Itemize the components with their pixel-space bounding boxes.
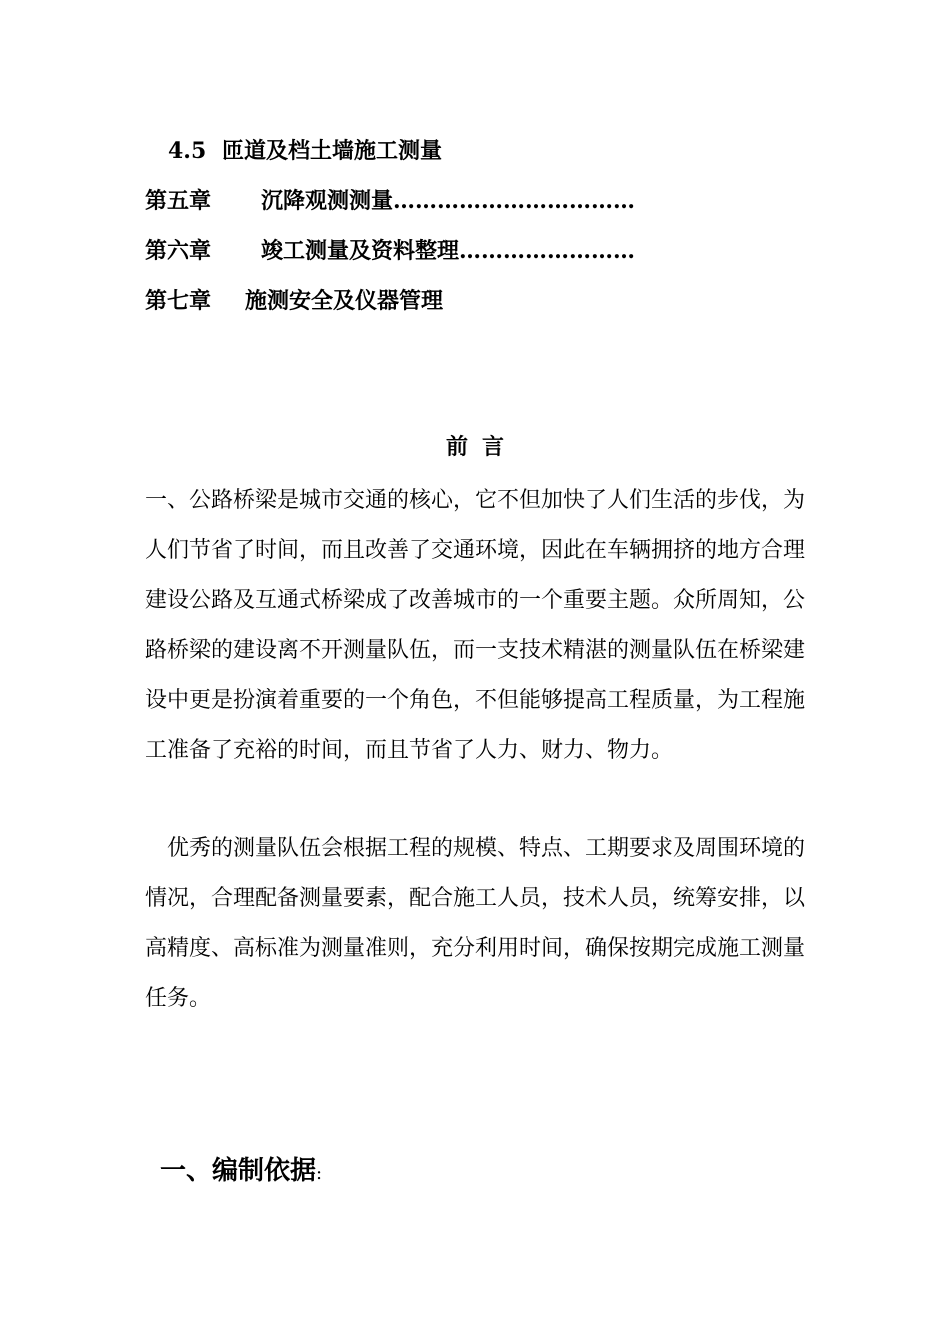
toc-item-number: 第五章 <box>145 188 212 214</box>
preface-paragraph: 优秀的测量队伍会根据工程的规模、特点、工期要求及周围环境的情况，合理配备测量要素，配合施工人员，技术人员，统筹安排，以高精度、高标准为测量准则，充分利用时间，确保按期完成施工测量任务。 <box>145 836 806 1011</box>
section-heading-title: 一、编制依据 <box>160 1156 317 1186</box>
section-heading <box>160 1153 322 1192</box>
toc-item-4-5[interactable] <box>168 136 442 166</box>
toc-item-chapter-5[interactable] <box>145 186 635 216</box>
toc-item-title: 施测安全及仪器管理 <box>245 288 444 314</box>
toc-item-chapter-6[interactable] <box>145 236 635 266</box>
section-heading-colon: : <box>316 1163 323 1184</box>
toc-item-number: 第七章 <box>145 288 212 314</box>
toc-item-number: 4.5 <box>168 138 207 164</box>
toc-leader-dots: …………………………… <box>393 188 636 214</box>
preface-heading: 前言 <box>445 434 518 460</box>
toc-item-title: 竣工测量及资料整理 <box>261 238 460 264</box>
toc-item-number: 第六章 <box>145 238 212 264</box>
toc-item-title: 匝道及档土墙施工测量 <box>222 138 443 164</box>
preface-paragraph: 一、公路桥梁是城市交通的核心，它不但加快了人们生活的步伐，为人们节省了时间，而且改善了交通环境，因此在车辆拥挤的地方合理建设公路及互通式桥梁成了改善城市的一个重要主题。众所周知，公路桥梁的建设离不开测量队伍，而一支技术精湛的测量队伍在桥梁建设中更是扮演着重要的一个角色，不但能够提高工程质量，为工程施工准备了充裕的时间，而且节省了人力、财力、物力。 <box>145 488 806 763</box>
toc-item-chapter-7[interactable] <box>145 286 443 316</box>
toc-item-title: 沉降观测测量 <box>261 188 394 214</box>
toc-leader-dots: …………………… <box>459 238 636 264</box>
